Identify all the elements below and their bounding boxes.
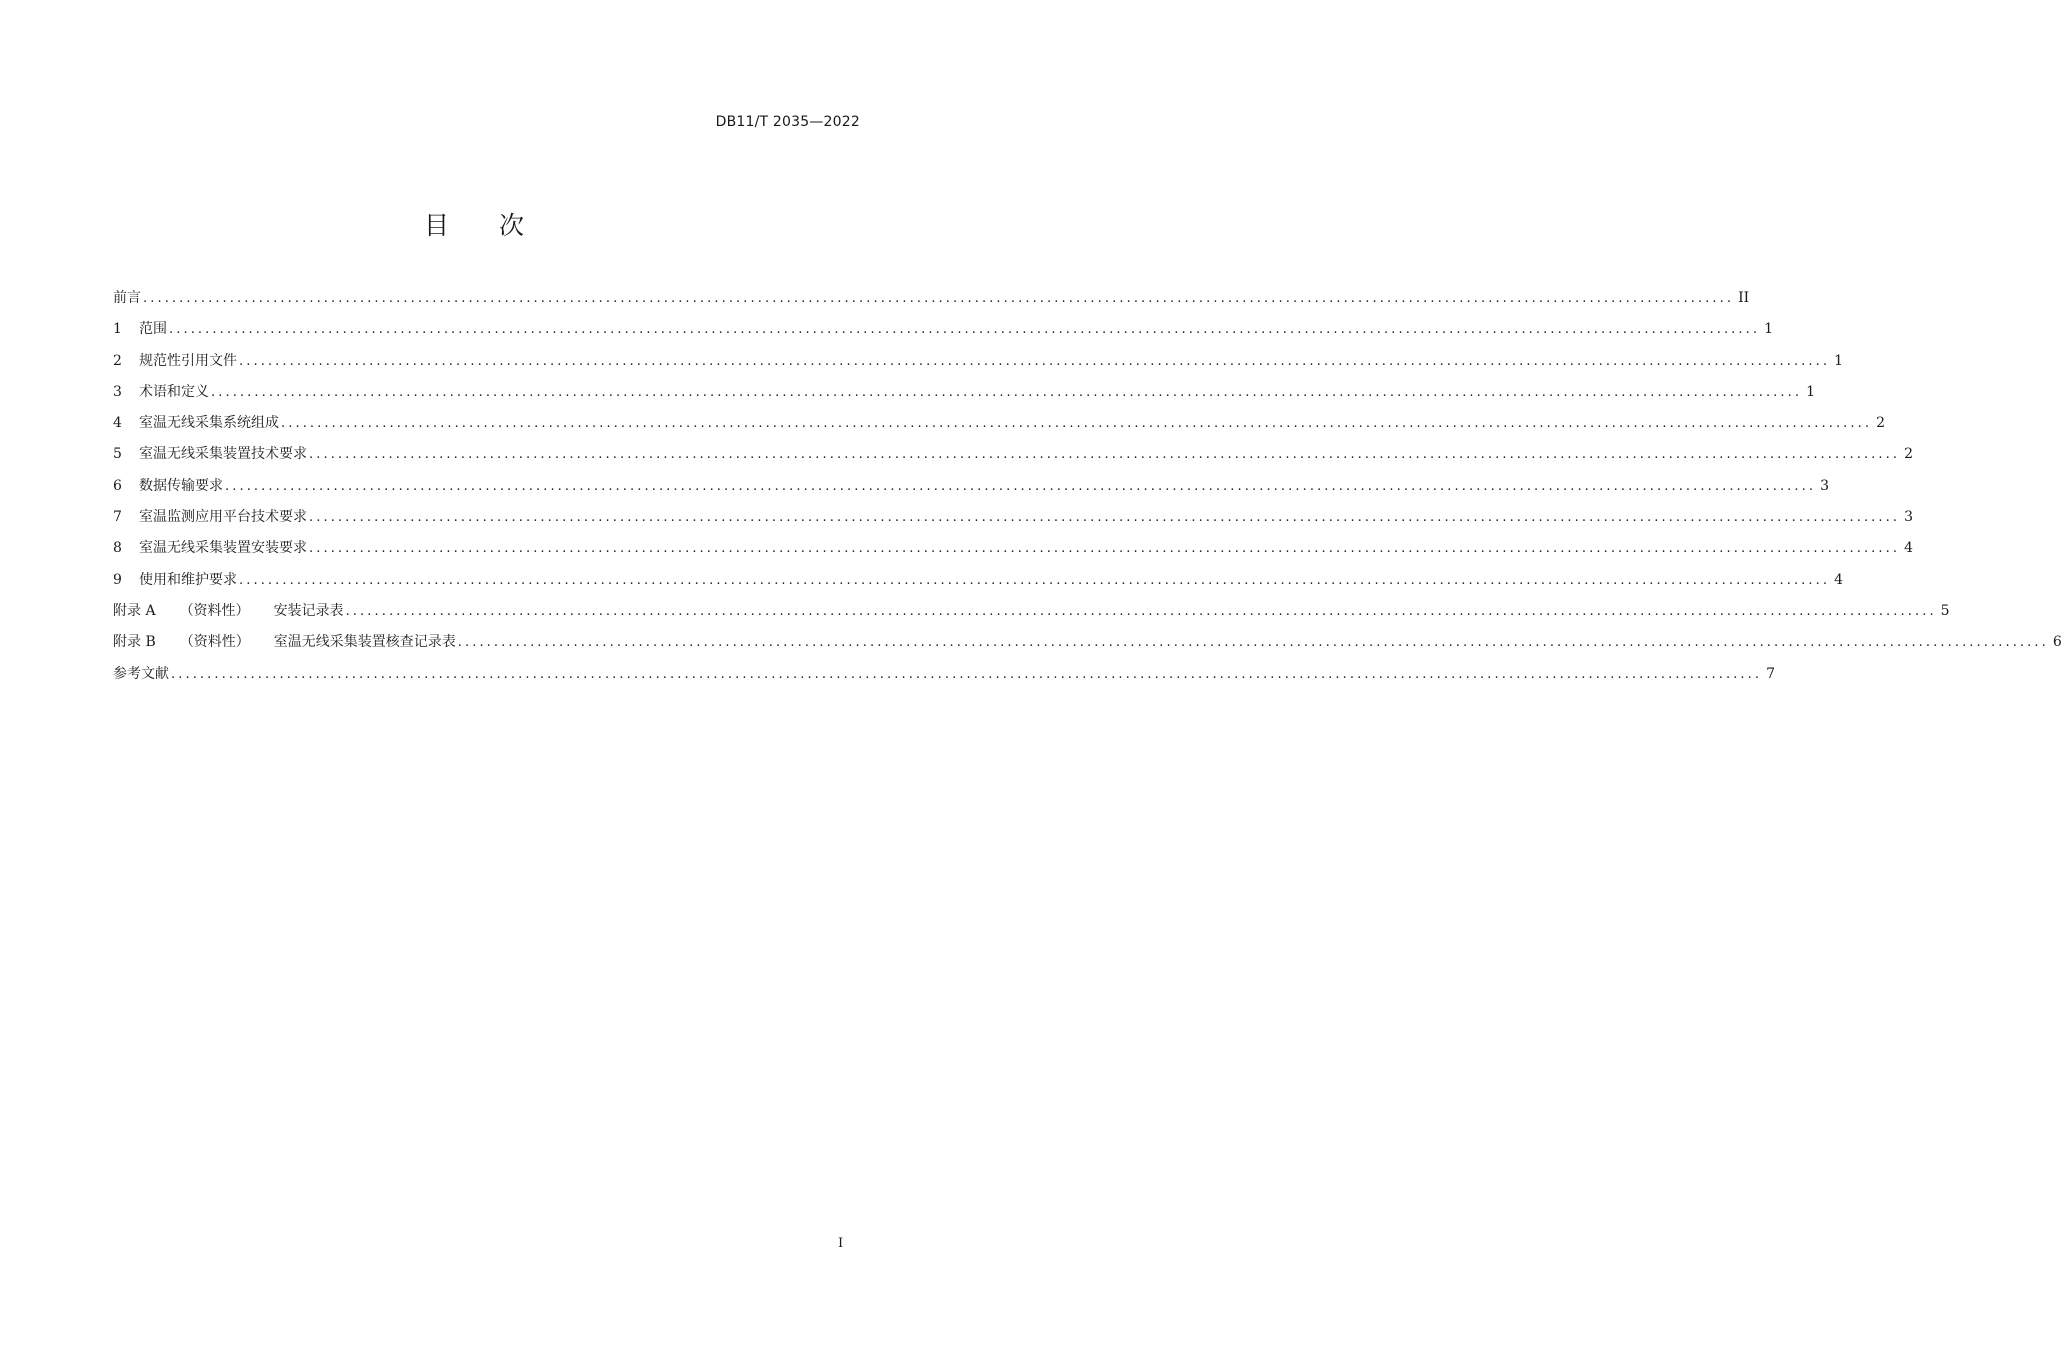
toc-leader: ............................................................................................................................................................................................................................ [309, 510, 1901, 526]
toc-leader: ............................................................................................................................................................................................................................ [211, 384, 1803, 400]
toc-entry-page: 1 [1806, 383, 1816, 400]
toc-leader: ............................................................................................................................................................................................................................ [171, 666, 1763, 682]
toc-entry-number: 3 [113, 383, 122, 400]
toc-entry-label [113, 596, 344, 627]
toc-entry-page: 1 [1834, 352, 1844, 369]
appendix-title: 安装记录表 [273, 602, 344, 619]
toc-entry-page: 2 [1904, 446, 1914, 463]
toc-entry-system-composition[interactable] [113, 408, 1886, 439]
appendix-type: （资料性） [179, 634, 250, 651]
title-char-2: 次 [499, 211, 527, 240]
table-of-contents [113, 283, 2062, 690]
toc-leader: ............................................................................................................................................................................................................................ [169, 322, 1761, 338]
toc-leader: ............................................................................................................................................................................................................................ [225, 478, 1817, 494]
toc-entry-scope[interactable] [113, 314, 1774, 345]
toc-entry-device-requirements[interactable] [113, 439, 1914, 470]
toc-leader: ............................................................................................................................................................................................................................ [239, 353, 1831, 369]
toc-entry-label: 使用和维护要求 [139, 571, 237, 588]
toc-entry-label: 室温无线采集系统组成 [139, 415, 279, 432]
document-code: DB11/T 2035—2022 [715, 114, 860, 130]
toc-entry-terms-definitions[interactable] [113, 377, 1816, 408]
toc-leader: ............................................................................................................................................................................................................................ [309, 541, 1901, 557]
toc-entry-appendix-b[interactable] [113, 627, 2062, 658]
appendix-title: 室温无线采集装置核查记录表 [273, 634, 456, 651]
toc-entry-data-transmission[interactable] [113, 471, 1830, 502]
toc-entry-page: II [1738, 290, 1750, 306]
toc-leader: ............................................................................................................................................................................................................................ [143, 291, 1735, 306]
toc-entry-number: 8 [113, 540, 122, 557]
toc-entry-page: 6 [2052, 634, 2062, 651]
toc-entry-label: 参考文献 [113, 665, 169, 682]
title-char-1: 目 [423, 211, 451, 240]
toc-entry-label [113, 627, 456, 658]
appendix-type: （资料性） [179, 602, 250, 619]
toc-entry-number: 9 [113, 571, 122, 588]
toc-leader: ............................................................................................................................................................................................................................ [281, 416, 1873, 432]
page-number: I [838, 1236, 844, 1251]
toc-entry-number: 2 [113, 352, 122, 369]
toc-leader: ............................................................................................................................................................................................................................ [457, 635, 2049, 651]
toc-entry-label: 范围 [139, 321, 167, 338]
toc-entry-number: 1 [113, 321, 122, 338]
toc-entry-label: 室温无线采集装置安装要求 [139, 540, 307, 557]
toc-entry-number: 6 [113, 477, 122, 494]
toc-entry-label: 术语和定义 [139, 383, 209, 400]
toc-entry-label: 数据传输要求 [139, 477, 223, 494]
toc-entry-bibliography[interactable] [113, 659, 1776, 690]
appendix-label: 附录 A [113, 602, 156, 619]
toc-entry-number: 5 [113, 446, 122, 463]
toc-entry-label: 规范性引用文件 [139, 352, 237, 369]
toc-entry-page: 4 [1834, 571, 1844, 588]
toc-entry-page: 3 [1820, 477, 1830, 494]
toc-entry-page: 5 [1940, 602, 1950, 619]
toc-entry-number: 7 [113, 509, 122, 526]
toc-entry-normative-references[interactable] [113, 346, 1844, 377]
toc-leader: ............................................................................................................................................................................................................................ [239, 572, 1831, 588]
toc-entry-installation-requirements[interactable] [113, 533, 1914, 564]
toc-entry-use-maintenance[interactable] [113, 565, 1844, 596]
toc-entry-page: 2 [1876, 415, 1886, 432]
toc-entry-page: 7 [1766, 665, 1776, 682]
toc-entry-label: 室温无线采集装置技术要求 [139, 446, 307, 463]
toc-entry-number: 4 [113, 415, 122, 432]
toc-entry-label: 前言 [113, 290, 141, 306]
toc-entry-foreword[interactable] [113, 283, 1750, 314]
toc-entry-page: 3 [1904, 509, 1914, 526]
appendix-label: 附录 B [113, 634, 156, 651]
toc-entry-appendix-a[interactable] [113, 596, 1950, 627]
toc-entry-page: 1 [1764, 321, 1774, 338]
toc-leader: ............................................................................................................................................................................................................................ [309, 447, 1901, 463]
toc-entry-page: 4 [1904, 540, 1914, 557]
toc-entry-platform-requirements[interactable] [113, 502, 1914, 533]
toc-leader: ............................................................................................................................................................................................................................ [345, 603, 1937, 619]
page-title [0, 206, 950, 242]
toc-entry-label: 室温监测应用平台技术要求 [139, 509, 307, 526]
